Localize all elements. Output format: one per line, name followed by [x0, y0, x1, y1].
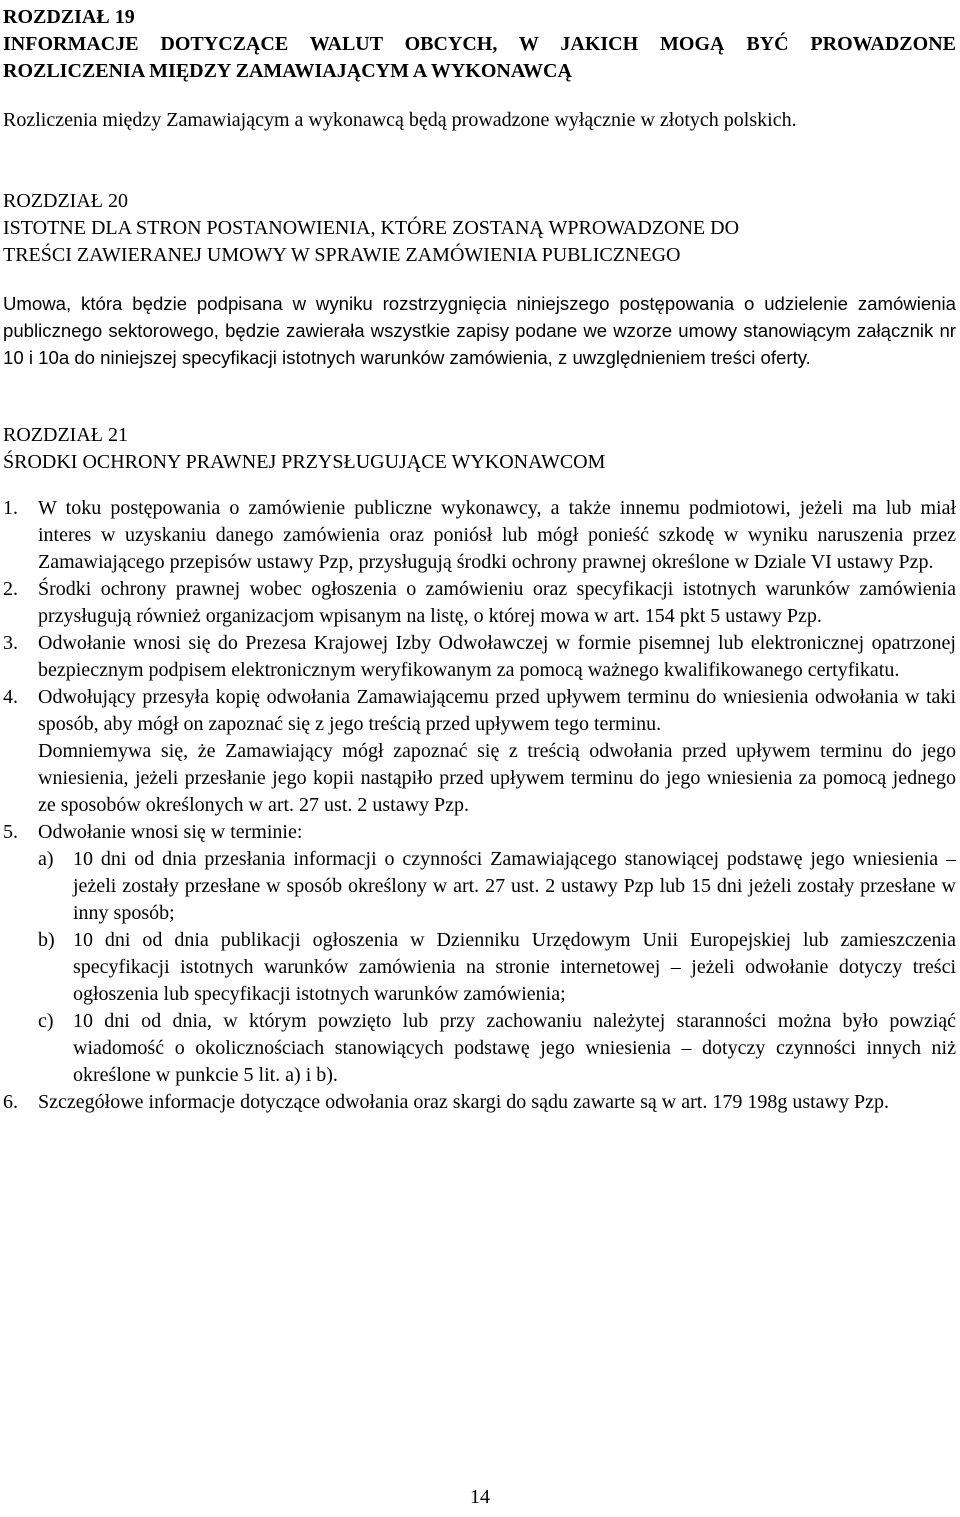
- list-item: [3, 819, 956, 1089]
- section-19-heading: ROZDZIAŁ 19: [3, 6, 135, 28]
- list-item-text: W toku postępowania o zamówienie publiczne wykonawcy, a także innemu podmiotowi, jeżeli ma lub miał interes w uzyskaniu danego zamówienia oraz poniósł lub mógł ponieść szkodę w wyniku naruszenia przez Zamawiającego przepisów ustawy Pzp, przysługują środki ochrony prawnej określone w Dziale VI ustawy Pzp.: [38, 497, 956, 573]
- sublist-item: [38, 846, 956, 927]
- sublist-item-text: 10 dni od dnia publikacji ogłoszenia w Dzienniku Urzędowym Unii Europejskiej lub zamieszczenia specyfikacji istotnych warunków zamówienia na stronie internetowej – jeżeli odwołanie dotyczy treści ogłoszenia lub specyfikacji istotnych warunków zamówienia;: [73, 929, 956, 1005]
- section-19: [3, 4, 956, 134]
- section-21-title: ŚRODKI OCHRONY PRAWNEJ PRZYSŁUGUJĄCE WYKONAWCOM: [3, 451, 606, 473]
- list-item-text: Odwołanie wnosi się do Prezesa Krajowej Izby Odwoławczej w formie pisemnej lub elektronicznej opatrzonej bezpiecznym podpisem elektronicznym weryfikowanym za pomocą ważnego kwalifikowanego certyfikatu.: [38, 632, 956, 681]
- sublist-item-text: 10 dni od dnia, w którym powzięto lub przy zachowaniu należytej staranności można było powziąć wiadomość o okolicznościach stanowiących podstawę jego wniesienia – dotyczy czynności innych niż określone w punkcie 5 lit. a) i b).: [73, 1010, 956, 1086]
- section-20-paragraph: Umowa, która będzie podpisana w wyniku rozstrzygnięcia niniejszego postępowania o udzielenie zamówienia publicznego sektorowego, będzie zawierała wszystkie zapisy podane we wzorze umowy stanowiącym załącznik nr 10 i 10a do niniejszej specyfikacji istotnych warunków zamówienia, z uwzględnieniem treści oferty.: [3, 293, 956, 368]
- sublist-item-label: a): [38, 848, 54, 870]
- section-20-title-line-1: ISTOTNE DLA STRON POSTANOWIENIA, KTÓRE ZOSTANĄ WPROWADZONE DO: [3, 217, 740, 239]
- list-item: [3, 684, 956, 819]
- list-item-number: 3.: [3, 632, 18, 654]
- list-item-extra-text: Domniemywa się, że Zamawiający mógł zapoznać się z treścią odwołania przed upływem terminu do jego wniesienia, jeżeli przesłanie jego kopii nastąpiło przed upływem terminu do jego wniesienia za pomocą jednego ze sposobów określonych w art. 27 ust. 2 ustawy Pzp.: [38, 740, 956, 816]
- deadline-sublist: [38, 846, 956, 1089]
- list-item-text: Szczegółowe informacje dotyczące odwołania oraz skargi do sądu zawarte są w art. 179 198g ustawy Pzp.: [38, 1091, 889, 1113]
- section-19-title: INFORMACJE DOTYCZĄCE WALUT OBCYCH, W JAKICH MOGĄ BYĆ PROWADZONE ROZLICZENIA MIĘDZY ZAMAWIAJĄCYM A WYKONAWCĄ: [3, 33, 956, 82]
- sublist-item: [38, 1008, 956, 1089]
- section-20: [3, 188, 956, 371]
- list-item: [3, 495, 956, 576]
- section-20-heading: ROZDZIAŁ 20: [3, 190, 128, 212]
- page-content: [3, 4, 956, 1116]
- section-21-heading: ROZDZIAŁ 21: [3, 424, 128, 446]
- section-19-paragraph: Rozliczenia między Zamawiającym a wykonawcą będą prowadzone wyłącznie w złotych polskich.: [3, 109, 797, 131]
- list-item: [3, 1089, 956, 1116]
- list-item-number: 4.: [3, 686, 18, 708]
- list-item-number: 2.: [3, 578, 18, 600]
- sublist-item-label: c): [38, 1010, 54, 1032]
- list-item-number: 1.: [3, 497, 18, 519]
- list-item-text: Odwołujący przesyła kopię odwołania Zamawiającemu przed upływem terminu do wniesienia odwołania w taki sposób, aby mógł on zapoznać się z jego treścią przed upływem tego terminu.: [38, 686, 956, 735]
- section-20-title-line-2: TREŚCI ZAWIERANEJ UMOWY W SPRAWIE ZAMÓWIENIA PUBLICZNEGO: [3, 244, 681, 266]
- sublist-item-label: b): [38, 929, 55, 951]
- list-item-number: 6.: [3, 1091, 18, 1113]
- sublist-item-text: 10 dni od dnia przesłania informacji o czynności Zamawiającego stanowiącej podstawę jego wniesienia – jeżeli zostały przesłane w sposób określony w art. 27 ust. 2 ustawy Pzp lub 15 dni jeżeli zostały przesłane w inny sposób;: [73, 848, 956, 924]
- list-item-number: 5.: [3, 821, 18, 843]
- sublist-item: [38, 927, 956, 1008]
- section-21: [3, 422, 956, 1116]
- list-item-text: Odwołanie wnosi się w terminie:: [38, 821, 303, 843]
- list-item: [3, 630, 956, 684]
- list-item-text: Środki ochrony prawnej wobec ogłoszenia o zamówieniu oraz specyfikacji istotnych warunków zamówienia przysługują również organizacjom wpisanym na listę, o której mowa w art. 154 pkt 5 ustawy Pzp.: [38, 578, 956, 627]
- legal-remedies-list: [3, 495, 956, 1116]
- page-number: 14: [470, 1486, 490, 1508]
- section-20-title: [3, 215, 956, 269]
- list-item: [3, 576, 956, 630]
